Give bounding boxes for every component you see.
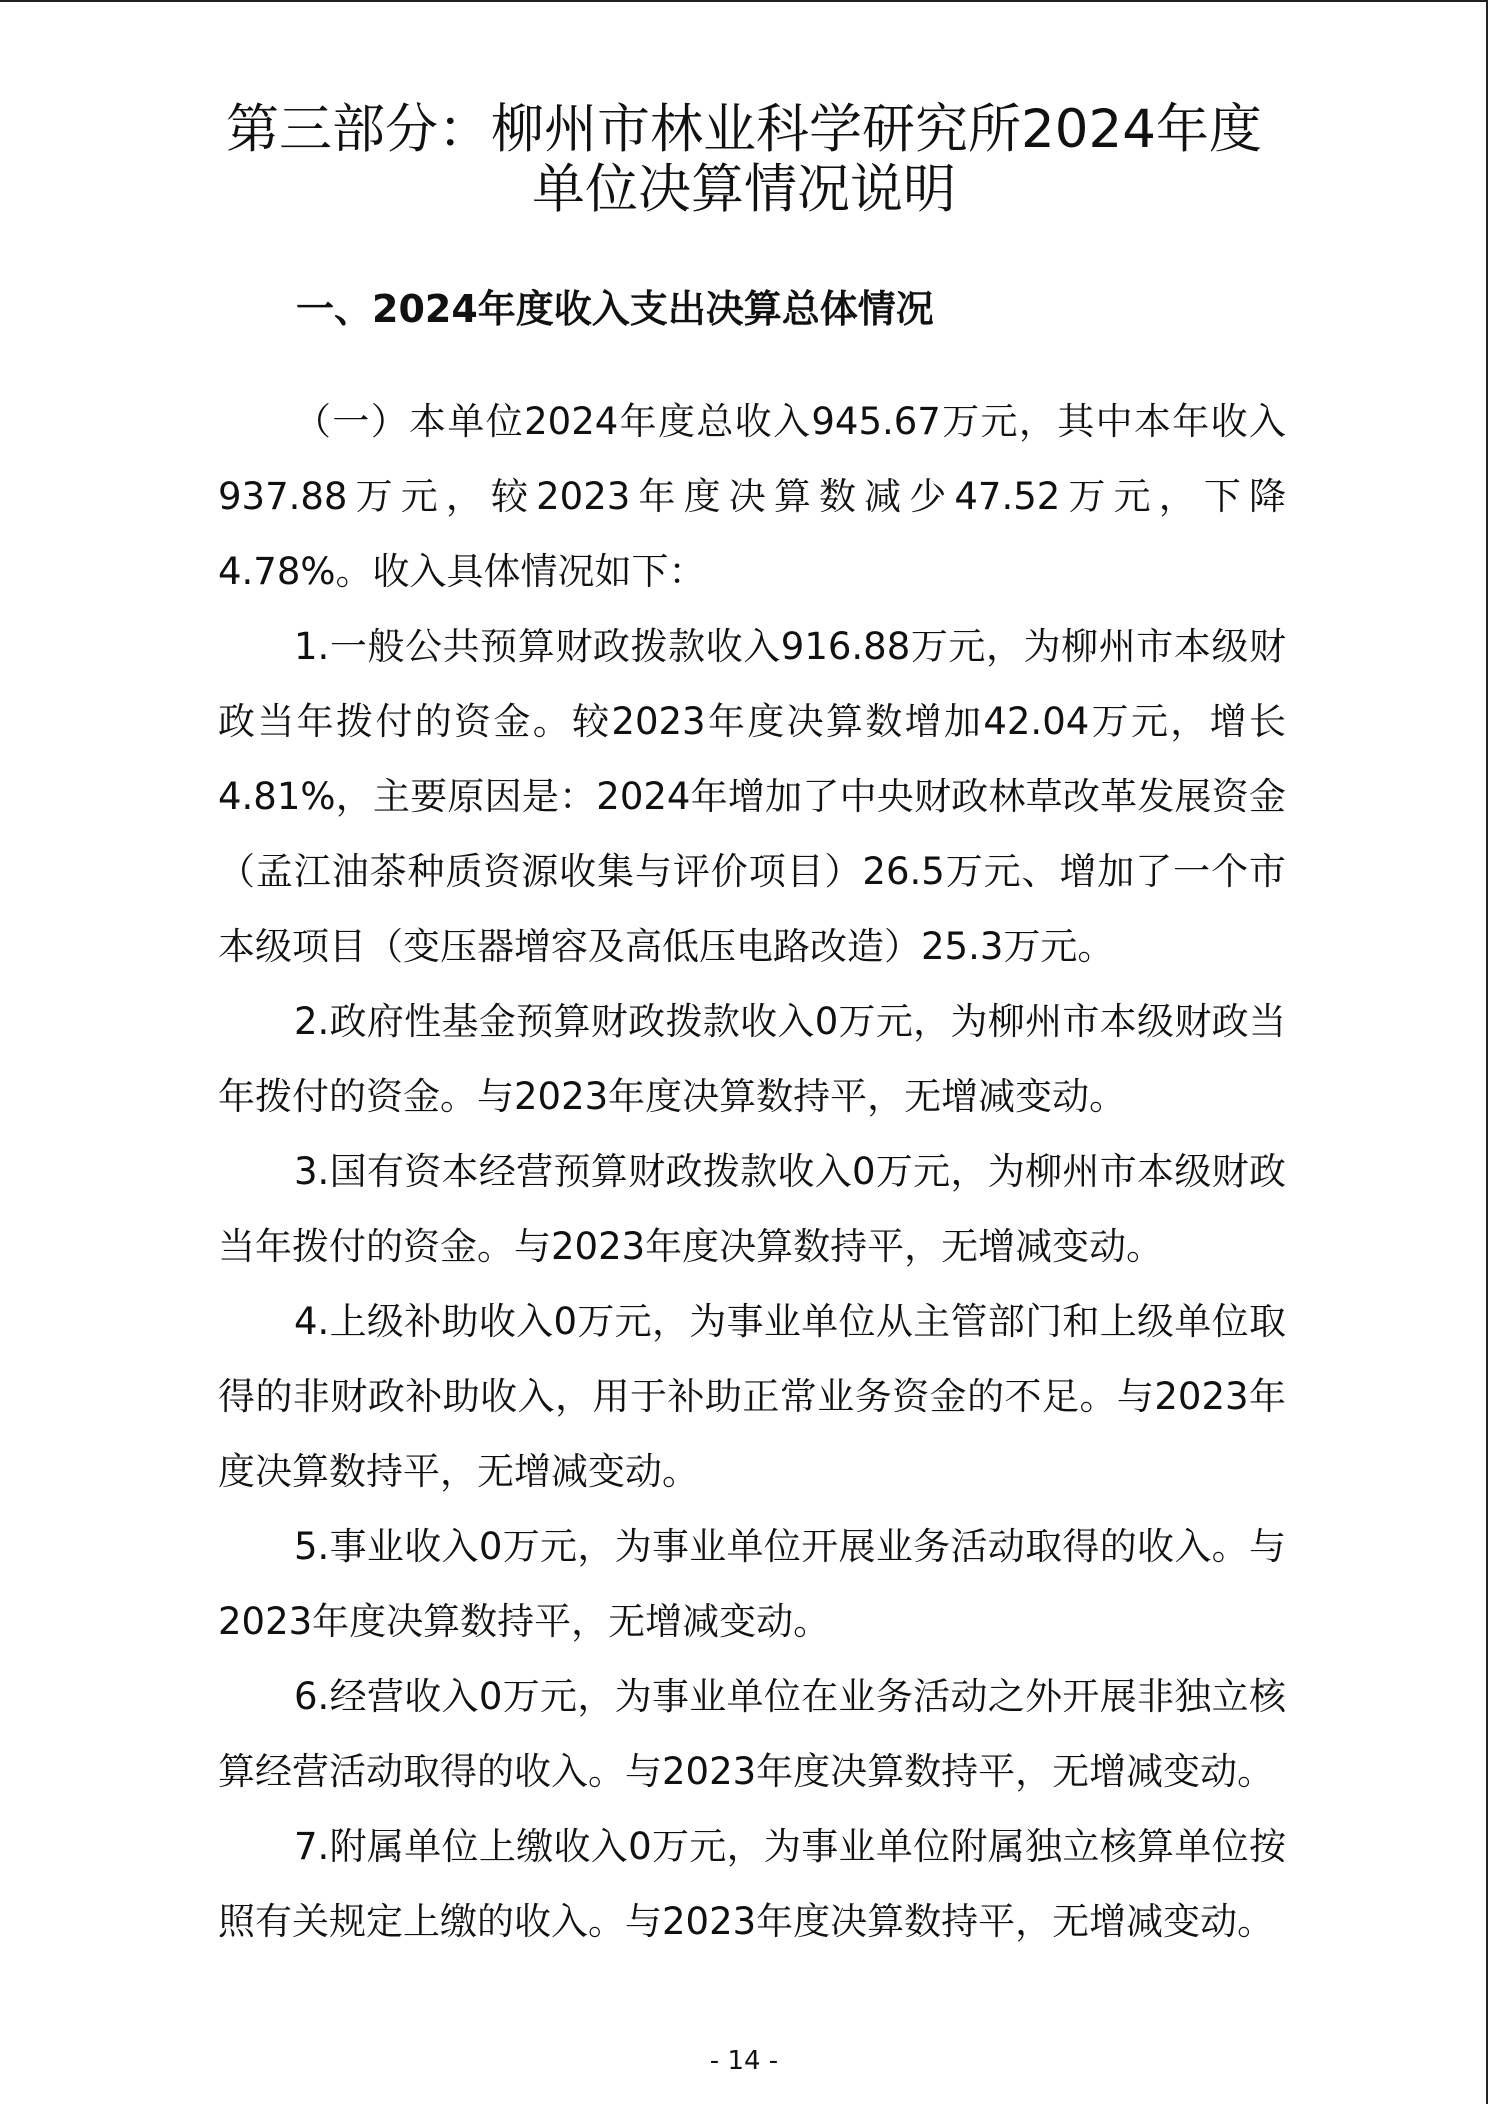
title-line-2: 单位决算情况说明 bbox=[532, 159, 956, 220]
paragraph-government-fund: 2.政府性基金预算财政拨款收入0万元，为柳州市本级财政当年拨付的资金。与2023年度决算数持平，无增减变动。 bbox=[218, 1000, 1286, 1118]
title-line-1: 第三部分：柳州市林业科学研究所2024年度 bbox=[226, 99, 1262, 160]
paragraph-total-income: （一）本单位2024年度总收入945.67万元，其中本年收入937.88万元，较2023年度决算数减少47.52万元，下降4.78%。收入具体情况如下： bbox=[218, 400, 1286, 593]
document-body bbox=[218, 384, 1286, 1959]
paragraph-affiliated-income: 7.附属单位上缴收入0万元，为事业单位附属独立核算单位按照有关规定上缴的收入。与2023年度决算数持平，无增减变动。 bbox=[218, 1825, 1286, 1943]
page-title bbox=[150, 100, 1338, 220]
paragraph-superior-subsidy: 4.上级补助收入0万元，为事业单位从主管部门和上级单位取得的非财政补助收入，用于补助正常业务资金的不足。与2023年度决算数持平，无增减变动。 bbox=[218, 1300, 1286, 1493]
paragraph-state-capital: 3.国有资本经营预算财政拨款收入0万元，为柳州市本级财政当年拨付的资金。与2023年度决算数持平，无增减变动。 bbox=[218, 1150, 1286, 1268]
section-heading: 一、2024年度收入支出决算总体情况 bbox=[296, 287, 934, 331]
paragraph-business-income: 5.事业收入0万元，为事业单位开展业务活动取得的收入。与2023年度决算数持平，无增减变动。 bbox=[218, 1525, 1286, 1643]
page-number: - 14 - bbox=[709, 2046, 779, 2076]
paragraph-operating-income: 6.经营收入0万元，为事业单位在业务活动之外开展非独立核算经营活动取得的收入。与2023年度决算数持平，无增减变动。 bbox=[218, 1675, 1286, 1793]
page-border-top bbox=[0, 0, 1488, 2]
paragraph-general-budget: 1.一般公共预算财政拨款收入916.88万元，为柳州市本级财政当年拨付的资金。较2023年度决算数增加42.04万元，增长4.81%，主要原因是：2024年增加了中央财政林草改革发展资金（孟江油茶种质资源收集与评价项目）26.5万元、增加了一个市本级项目（变压器增容及高低压电路改造）25.3万元。 bbox=[218, 625, 1286, 968]
